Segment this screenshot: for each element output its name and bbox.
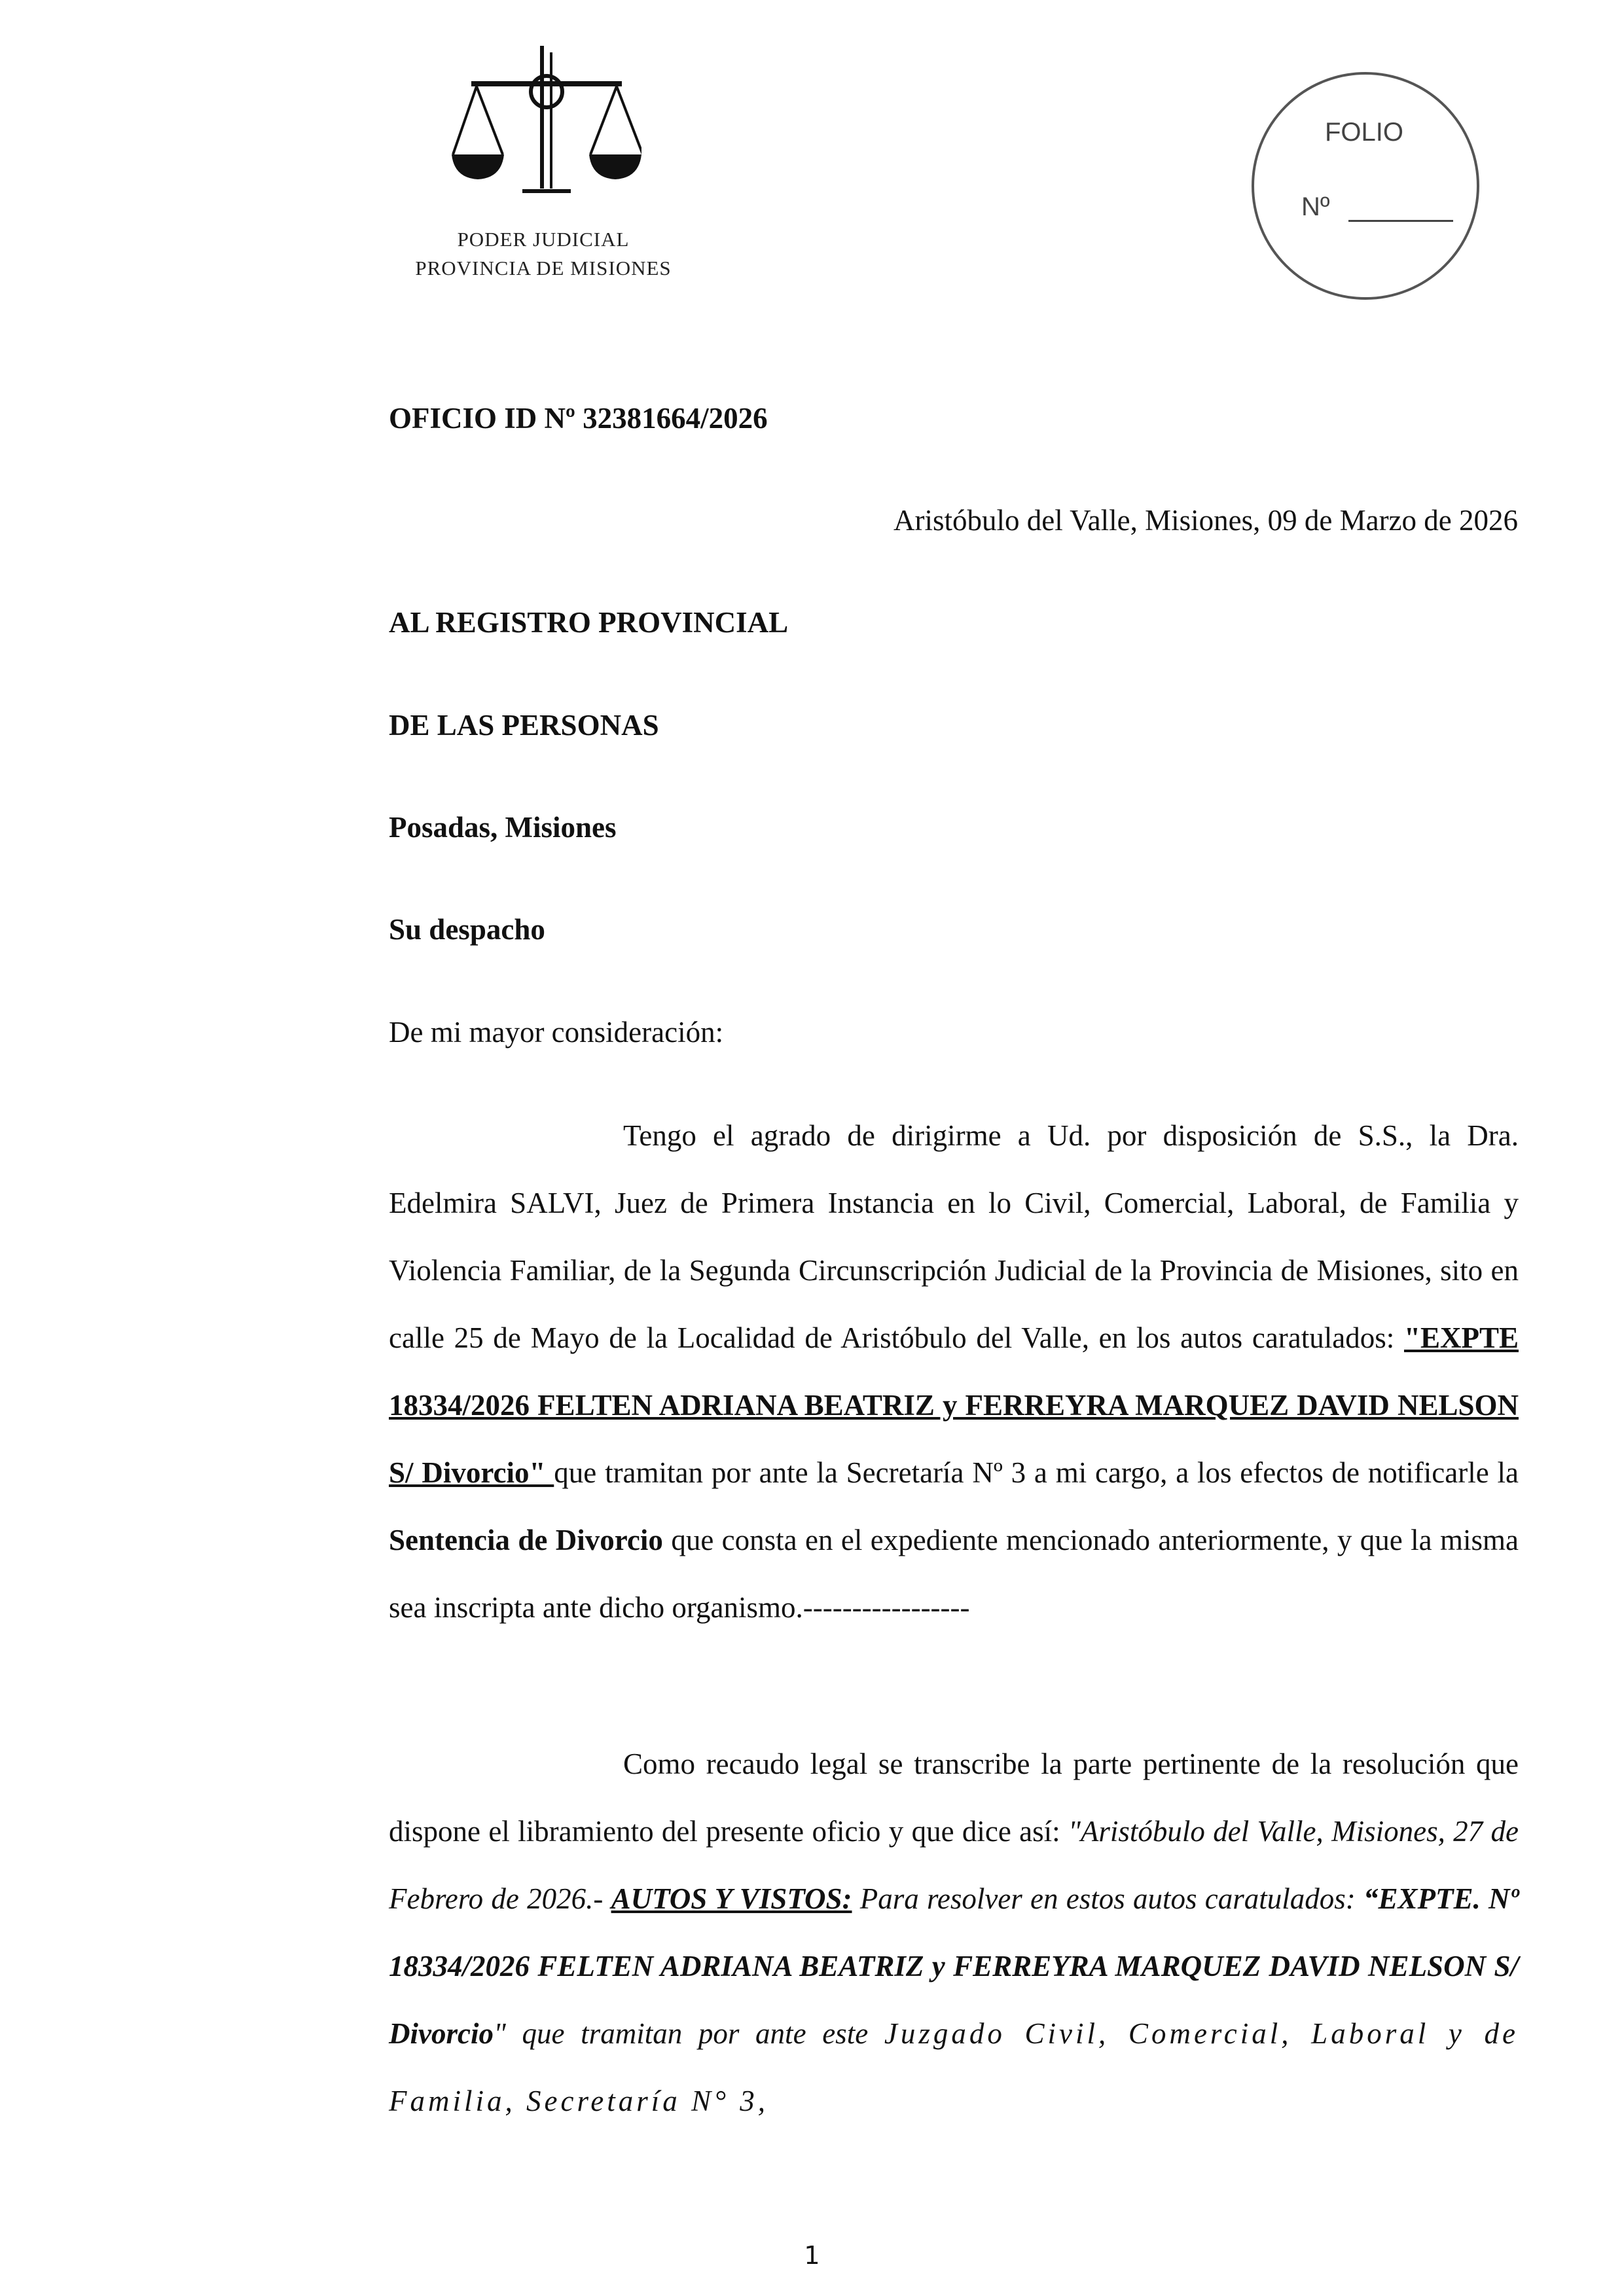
p1-intro: Tengo el agrado de dirigirme a Ud. por disposición de S.S., la Dra. Edelmira SALVI, Juez de Primera Instancia en lo Civil, Comercial, Laboral, de Familia y Violencia Familiar, de la Segunda Circunscripción Judicial de la Provincia de Misiones, sito en calle 25 de Mayo de la Localidad de Aristóbulo del Valle, en los autos caratulados: — [389, 1119, 1519, 1354]
addressee-line-1: AL REGISTRO PROVINCIAL — [389, 606, 789, 639]
p2-resolver: Para resolver en estos autos caratulados: — [852, 1882, 1363, 1915]
p2-intro: Como recaudo legal se transcribe la parte pertinente de la resolución que dispone el libramiento del presente oficio y que dice así: — [389, 1748, 1519, 1848]
judicial-logo — [406, 39, 681, 288]
logo-line-2: PROVINCIA DE MISIONES — [415, 257, 672, 279]
p2-tail: " que tramitan por ante este — [493, 2017, 884, 2050]
paragraph-2 — [389, 1731, 1519, 2135]
addressee-line-4: Su despacho — [389, 913, 545, 946]
p1-sentence: Sentencia de Divorcio — [389, 1524, 663, 1556]
p2-case-title: “EXPTE. Nº 18334/2026 FELTEN ADRIANA BEATRIZ y FERREYRA MARQUEZ DAVID NELSON S/ Divorcio — [389, 1882, 1519, 2050]
page-number: 1 — [804, 2241, 820, 2270]
p2-autos-vistos: AUTOS Y VISTOS: — [611, 1882, 852, 1915]
folio-stamp — [1252, 72, 1479, 300]
addressee-line-2: DE LAS PERSONAS — [389, 709, 659, 742]
p1-middle: que tramitan por ante la Secretaría Nº 3 a mi cargo, a los efectos de notificarle la — [554, 1456, 1519, 1489]
salutation: De mi mayor consideración: — [389, 1016, 724, 1049]
p2-juzgado: Juzgado Civil, Comercial, Laboral y de Familia, Secretaría N° 3, — [389, 2017, 1519, 2117]
stamp-folio-label: FOLIO — [1325, 118, 1404, 147]
stamp-number-label: Nº — [1301, 192, 1330, 221]
oficio-id: OFICIO ID Nº 32381664/2026 — [389, 402, 768, 435]
scales-of-justice-icon — [445, 39, 641, 216]
p1-end: que consta en el expediente mencionado anteriormente, y que la misma sea inscripta ante dicho organismo.----------------- — [389, 1524, 1519, 1624]
addressee-line-3: Posadas, Misiones — [389, 811, 617, 844]
p1-case-title: "EXPTE 18334/2026 FELTEN ADRIANA BEATRIZ y FERREYRA MARQUEZ DAVID NELSON S/ Divorcio" — [389, 1321, 1519, 1489]
logo-line-1: PODER JUDICIAL — [457, 228, 630, 251]
paragraph-1 — [389, 1102, 1519, 1641]
stamp-number-blank — [1348, 220, 1453, 222]
p2-quote-start: "Aristóbulo del Valle, Misiones, 27 de Febrero de 2026.- — [389, 1815, 1519, 1915]
date-line: Aristóbulo del Valle, Misiones, 09 de Marzo de 2026 — [893, 504, 1518, 537]
